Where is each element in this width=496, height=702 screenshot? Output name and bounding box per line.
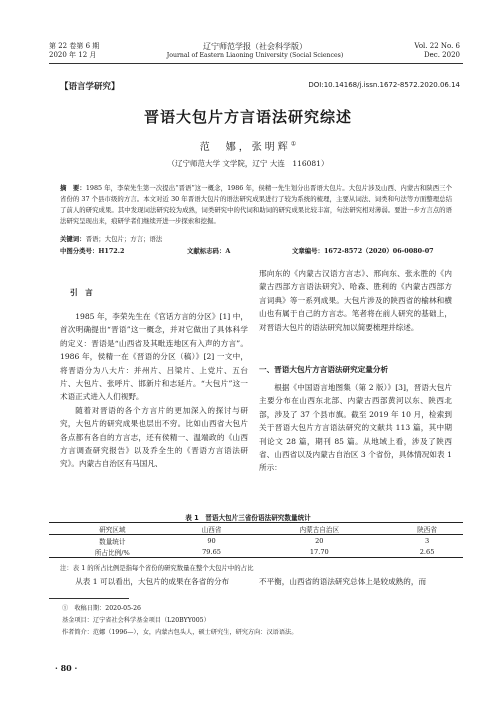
table-header: 内蒙古自治区 (299, 525, 340, 534)
section-1-paragraph: 根据《中国语言地图集（第 2 版）》[3]，晋语大包片主要分布在山西东北部、内蒙古西部黄河以东、陕西北部，涉及了 37 个县市旗。截至 2019 年 10 月，检索到关于晋语大包片方言语法研究的文献共 113 篇，其中期刊论文 28 篇，期刊 85 篇。从地域上看，涉及了陕西省、山西省以及内蒙古自治区 3 个省份，具体情况如表 1 所示： (259, 383, 452, 473)
intro-paragraph-1: 1985 年，李荣先生在《官话方言的分区》[1] 中，首次明确提出“晋语”这一概念，并对它做出了具体科学的定义：晋语是“山西省及其毗连地区有入声的方言”。1986 年，侯精一在《晋语的分区（稿）》[2] 一文中，将晋语分为八大片：并州片、吕梁片、上党片、五台片、大包片、张呼片、邯新片和志延片。“大包片”这一术语正式进入人们视野。 (60, 312, 248, 402)
keywords (60, 234, 452, 245)
clc-number: 中图分类号：H172.2 (60, 247, 125, 255)
journal-name-en: Journal of Eastern Liaoning University (Social Sciences) (166, 52, 344, 59)
table-cell: 所占比例/% (94, 548, 130, 557)
table-note: 注：表 1 的所占比例是指每个省份的研究数量在整个大包片中的占比 (60, 564, 254, 572)
author-line (0, 138, 496, 153)
left-continuation (60, 575, 248, 588)
intro-heading: 引 言 (70, 288, 93, 297)
issue-date: 2020 年 12 月 (49, 51, 97, 59)
table-cell: 3 (424, 536, 430, 545)
table-cell: 90 (207, 536, 216, 545)
footnote-rule (49, 598, 129, 599)
abstract (60, 183, 452, 227)
keywords-label: 关键词： (60, 235, 86, 243)
author-bio: 作者简介：范娜（1996—），女，内蒙古包头人，硕士研究生，研究方向：汉语语法。 (62, 629, 298, 636)
right-column (259, 267, 452, 334)
volume-issue: 第 22 卷第 6 期 (49, 42, 100, 50)
journal-title (140, 42, 370, 60)
left-continuation-text: 从表 1 可以看出，大包片的成果在各省的分布 (75, 577, 230, 586)
abstract-text: 1985 年，李荣先生第一次提出“晋语”这一概念，1986 年，侯精一先生划分出晋语大包片。大包片涉及山西、内蒙古和陕西三个省份的 37 个县市级的方言。本文对近 30 年晋语大包片的语法研究成果进行了较为系统的梳理，主要从词法、词类和句法等方面整理总结了前人的研究成果。其中发现词法研究较为成熟，词类研究中的代词和助词的研究成果比较丰富，句法研究相对薄弱。要进一步方言点的语法研究呈现出来，痕研学者们继续开进一步探索和挖掘。 (60, 184, 452, 225)
right-column-2 (259, 381, 452, 475)
table-cell: 17.70 (309, 547, 329, 556)
keywords-text: 晋语；大包片；方言；语法 (85, 235, 163, 243)
issue-date-en: Dec. 2020 (424, 51, 460, 59)
abstract-label: 摘 要： (60, 184, 86, 192)
doi: DOI:10.14168/j.issn.1672-8572.2020.06.14 (308, 81, 460, 89)
issue-info-en (414, 42, 460, 60)
header-rule (49, 63, 463, 64)
footnotes (62, 603, 452, 639)
right-continuation-text: 不平衡，山西省的语法研究总体上是较成熟的，而 (259, 577, 427, 586)
right-continuation (259, 575, 452, 588)
paper-title: 晋语大包片方言语法研究综述 (143, 108, 352, 126)
table-header: 研究区域 (99, 525, 126, 534)
received-date: ① 收稿日期：2020-05-26 (62, 605, 141, 612)
page-number: · 80 · (55, 663, 78, 673)
document-code: 文献标志码：A (187, 247, 231, 255)
data-table (49, 522, 463, 558)
volume-issue-en: Vol. 22 No. 6 (414, 42, 460, 50)
table-header-row (49, 523, 463, 535)
left-column (60, 310, 248, 471)
table-cell: 2.65 (419, 547, 435, 556)
author-footnote-mark: ① (290, 140, 297, 148)
affiliation: （辽宁师范大学 文学院，辽宁 大连 116081） (167, 159, 329, 168)
table-cell: 20 (315, 536, 324, 545)
issue-info (49, 42, 99, 60)
journal-name-cn: 辽宁师范学报（社会科学版） (203, 42, 307, 51)
intro-paragraph-3: 邢向东的《内蒙古汉语方言志》、邢向东、张永胜的《内蒙古西部方言语法研究》、哈森、胜利的《内蒙古西部方言词典》等一系列成果。大包片涉及的陕西省的榆林和横山也有属于自己的方言志。笔者将在前人研究的基础上，对晋语大包片的语法研究加以简要梳理并综述。 (259, 269, 452, 332)
intro-paragraph-2: 随着对晋语的各个方言片的更加深入的探讨与研究，大包片的研究成果也层出不穷。比如山西省大包片各点都有各自的方言志，还有侯精一、温端政的《山西方言调查研究报告》以及乔全生的《晋语方言语法研究》。内蒙古自治区有马国凡、 (60, 405, 248, 469)
section-1-heading: 一、晋语大包片方言语法研究定量分析 (259, 365, 389, 374)
section-tag: 【语言学研究】 (60, 82, 120, 92)
table-row (49, 546, 463, 558)
table-cell: 79.65 (202, 547, 221, 556)
table-caption: 表 1 晋语大包片三省份语法研究数量统计 (185, 514, 311, 522)
table-header: 陕西省 (417, 525, 437, 534)
article-number: 文章编号：1672-8572（2020）06-0080-07 (292, 247, 434, 255)
authors: 范 娜，张明辉 (199, 142, 291, 153)
table-cell: 数量统计 (99, 537, 126, 546)
table-header: 山西省 (201, 525, 222, 534)
funding: 基金项目：辽宁省社会科学基金项目（L20BYY005） (62, 617, 210, 624)
table-row (49, 535, 463, 547)
